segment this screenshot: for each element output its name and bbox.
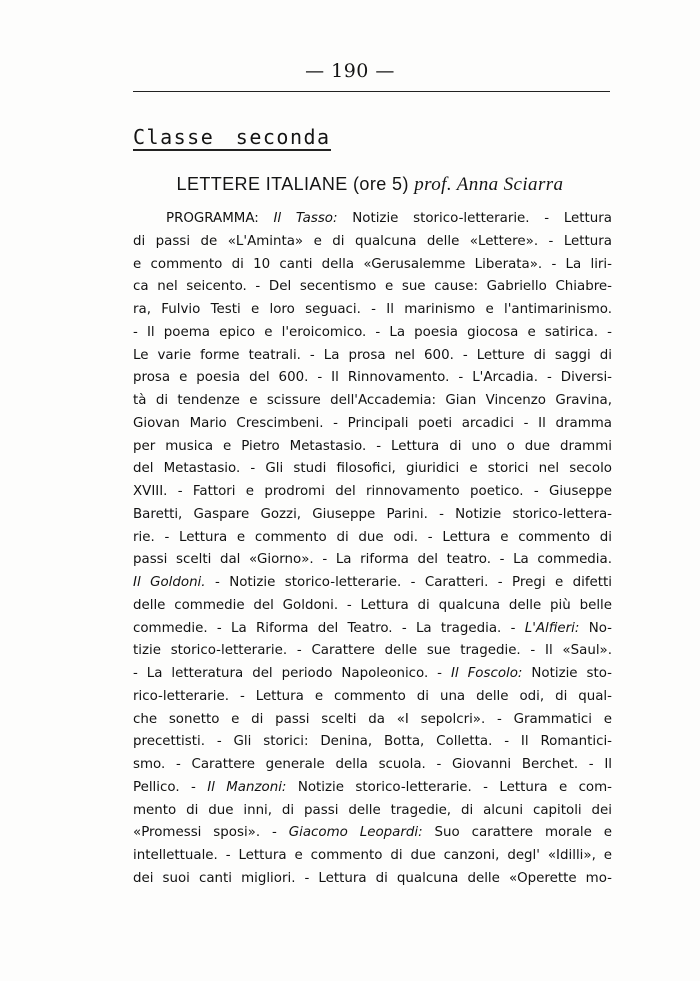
text-line (133, 572, 612, 595)
text-run: delle commedie del Goldoni. - Lettura di qualcuna delle più belle (133, 597, 612, 613)
section-heading: Classe seconda (133, 125, 331, 149)
text-line (133, 800, 612, 823)
text-run: mento di due inni, di passi delle tragedie, di alcuni capitoli dei (133, 802, 612, 818)
text-run: commedie. - La Riforma del Teatro. - La tragedia. - (133, 620, 525, 636)
text-line (133, 231, 612, 254)
subject-teacher: prof. Anna Sciarra (414, 174, 564, 195)
text-line (133, 322, 612, 345)
text-run: smo. - Carattere generale della scuola. - Giovanni Berchet. - Il (133, 757, 612, 772)
text-run: tizie storico-letterarie. - Carattere delle sue tragedie. - Il «Saul». (133, 643, 612, 659)
text-line (133, 549, 612, 572)
text-run: intellettuale. - Lettura e commento di due canzoni, degl' «Idilli», e (133, 848, 612, 863)
text-run: Notizie sto- (522, 666, 612, 681)
italic-phrase: Il Manzoni: (207, 779, 287, 795)
text-run: dei suoi canti migliori. - Lettura di qualcuna delle «Operette mo- (133, 870, 612, 886)
text-run: XVIII. - Fattori e prodromi del rinnovamento poetico. - Giuseppe (133, 484, 612, 499)
text-run: «Promessi sposi». - (133, 825, 289, 841)
text-run: Le varie forme teatrali. - La prosa nel 600. - Letture di saggi di (133, 347, 612, 363)
italic-phrase: Giacomo Leopardi: (288, 825, 423, 841)
page-number: — 190 — (305, 60, 395, 82)
text-line (133, 208, 612, 231)
subject-heading (0, 174, 700, 196)
text-line (133, 458, 612, 481)
text-run: PROGRAMMA: (166, 211, 274, 226)
text-run: rie. - Lettura e commento di due odi. - Lettura e commento di (133, 529, 612, 545)
text-run: No- (579, 620, 612, 636)
text-line (133, 731, 612, 754)
text-run: per musica e Pietro Metastasio. - Lettura di uno o due drammi (133, 438, 612, 454)
text-run: di passi de «L'Aminta» e di qualcuna delle «Lettere». - Lettura (133, 233, 612, 249)
text-line (133, 845, 612, 868)
text-line (133, 276, 612, 299)
text-line (133, 754, 612, 777)
text-line (133, 777, 612, 800)
text-line (133, 868, 612, 891)
text-line (133, 709, 612, 732)
text-line (133, 481, 612, 504)
italic-phrase: Il Goldoni. (133, 575, 206, 590)
text-run: ca nel seicento. - Del secentismo e sue cause: Gabriello Chiabre- (133, 279, 612, 295)
italic-phrase: Il Foscolo: (450, 666, 523, 681)
text-run: Giovan Mario Crescimbeni. - Principali poeti arcadici - Il dramma (133, 415, 612, 431)
header-rule (133, 91, 610, 92)
text-line (133, 686, 612, 709)
text-run: ra, Fulvio Testi e loro seguaci. - Il marinismo e l'antimarinismo. (133, 302, 612, 317)
text-line (133, 504, 612, 527)
text-line (133, 367, 612, 390)
text-run: che sonetto e di passi scelti da «I sepolcri». - Grammatici e (133, 711, 612, 727)
text-line (133, 618, 612, 641)
italic-phrase: L'Alfieri: (524, 620, 580, 636)
text-run: prosa e poesia del 600. - Il Rinnovamento. - L'Arcadia. - Diversi- (133, 370, 612, 386)
text-line (133, 822, 612, 845)
text-line (133, 299, 612, 322)
text-line (133, 640, 612, 663)
text-run: Pellico. - (133, 779, 208, 795)
text-line (133, 595, 612, 618)
text-run: e commento di 10 canti della «Gerusalemme Liberata». - La liri- (133, 256, 612, 272)
text-run: passi scelti dal «Giorno». - La riforma del teatro. - La commedia. (133, 552, 612, 568)
subject-title: LETTERE ITALIANE (ore 5) (176, 174, 409, 194)
text-run: Notizie storico-letterarie. - Lettura (337, 211, 612, 226)
text-run: - La letteratura del periodo Napoleonico. - (133, 666, 451, 681)
text-line (133, 436, 612, 459)
text-run: Notizie storico-letterarie. - Lettura e com- (286, 779, 612, 795)
text-run: tà di tendenze e scissure dell'Accademia: Gian Vincenzo Gravina, (133, 393, 612, 408)
text-run: rico-letterarie. - Lettura e commento di una delle odi, di qual- (133, 688, 612, 704)
text-run: Baretti, Gaspare Gozzi, Giuseppe Parini. - Notizie storico-lettera- (133, 506, 612, 522)
text-line (133, 390, 612, 413)
text-run: precettisti. - Gli storici: Denina, Botta, Colletta. - Il Romantici- (133, 734, 612, 750)
text-run: - Notizie storico-letterarie. - Caratteri. - Pregi e difetti (205, 575, 613, 590)
text-line (133, 345, 612, 368)
text-line (133, 663, 612, 686)
text-line (133, 254, 612, 277)
program-paragraph (133, 208, 612, 891)
text-run: - Il poema epico e l'eroicomico. - La poesia giocosa e satirica. - (133, 324, 612, 340)
text-line (133, 413, 612, 436)
text-run: del Metastasio. - Gli studi filosofici, giuridici e storici nel secolo (133, 461, 612, 477)
italic-phrase: Il Tasso: (273, 211, 338, 226)
text-line (133, 527, 612, 550)
text-run: Suo carattere morale e (422, 825, 612, 841)
